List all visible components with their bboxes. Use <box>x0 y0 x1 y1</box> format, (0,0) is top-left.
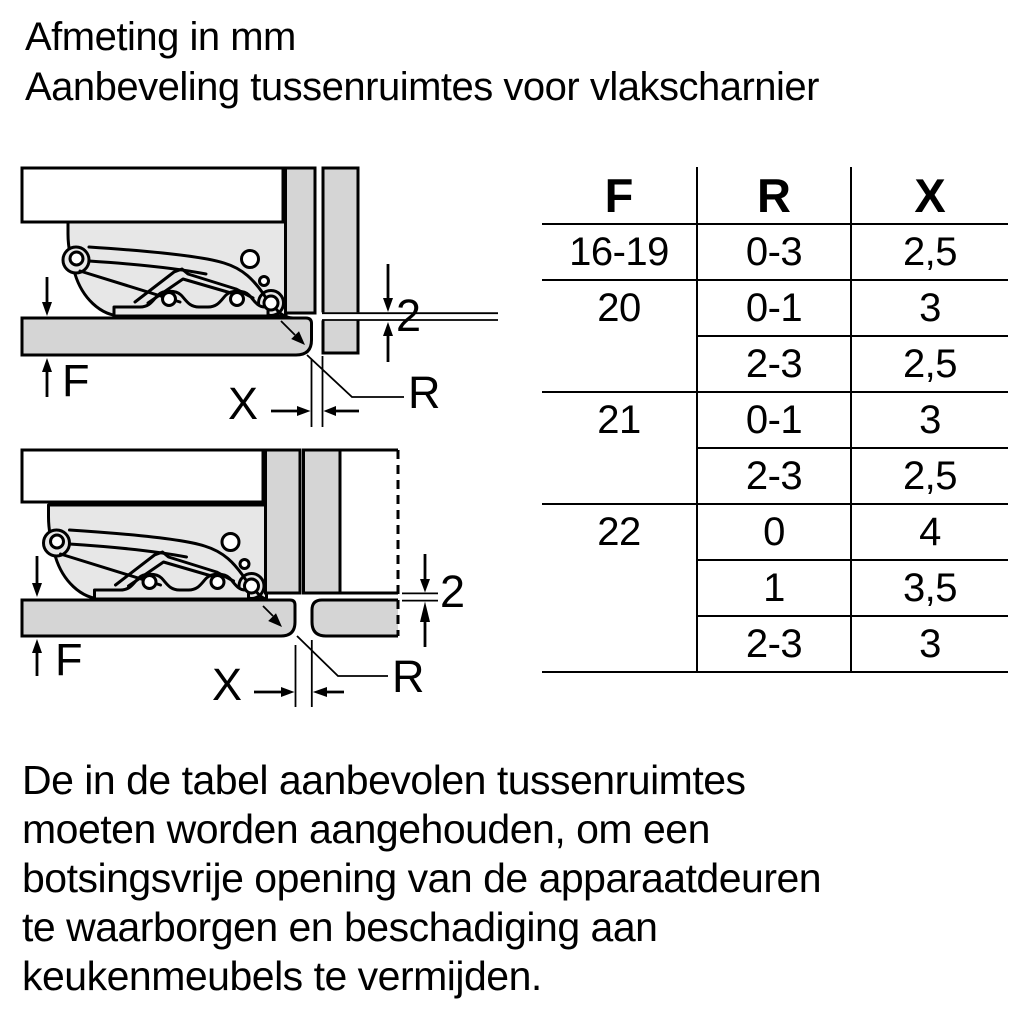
table-row <box>542 504 1008 560</box>
body-line: keukenmeubels te vermijden. <box>22 953 542 999</box>
body-line: moeten worden aangehouden, om een <box>22 806 710 852</box>
furniture-panel-outer <box>323 168 358 353</box>
body-line: te waarborgen en beschadiging aan <box>22 904 658 950</box>
dimension-x <box>212 640 344 710</box>
cell-r: 1 <box>697 560 851 616</box>
hinge-diagram-top <box>0 145 520 435</box>
hinge-assembly <box>44 505 274 601</box>
label-gap: 2 <box>396 290 422 341</box>
cell-r: 0 <box>697 504 851 560</box>
spacing-table <box>542 167 1008 673</box>
table-row <box>542 224 1008 280</box>
label-gap: 2 <box>440 566 466 617</box>
furniture-panel-inner <box>286 168 316 313</box>
table-header-x: X <box>851 167 1008 224</box>
cell-r: 0-1 <box>697 280 851 336</box>
table-header-row <box>542 167 1008 224</box>
cell-x: 4 <box>851 504 1008 560</box>
table-row <box>542 280 1008 336</box>
table-row <box>542 392 1008 448</box>
appliance-body <box>22 168 283 222</box>
label-x: X <box>212 659 243 710</box>
cell-f: 20 <box>542 280 697 392</box>
cell-x: 3 <box>851 280 1008 336</box>
appliance-body <box>22 450 263 502</box>
hinge-assembly <box>63 222 293 318</box>
dimension-x <box>228 356 359 429</box>
adjacent-furniture-door <box>312 600 398 636</box>
cell-f: 21 <box>542 392 697 504</box>
cell-r: 0-3 <box>697 224 851 280</box>
cell-r: 0-1 <box>697 392 851 448</box>
cell-f: 22 <box>542 504 697 672</box>
title-line-1: Afmeting in mm <box>25 15 296 59</box>
cell-x: 3 <box>851 616 1008 672</box>
cell-x: 2,5 <box>851 224 1008 280</box>
title-line-2: Aanbeveling tussenruimtes voor vlakscharnier <box>25 65 819 109</box>
furniture-door <box>22 600 295 636</box>
page-title <box>25 12 819 112</box>
label-r: R <box>408 367 441 418</box>
cell-f: 16-19 <box>542 224 697 280</box>
label-x: X <box>228 378 259 429</box>
cell-r: 2-3 <box>697 448 851 504</box>
cell-x: 2,5 <box>851 336 1008 392</box>
body-paragraph <box>22 756 821 1001</box>
dimension-gap <box>402 554 465 647</box>
cell-x: 3 <box>851 392 1008 448</box>
cell-x: 2,5 <box>851 448 1008 504</box>
furniture-door <box>22 318 312 355</box>
label-r: R <box>392 651 425 702</box>
cell-r: 2-3 <box>697 616 851 672</box>
hinge-diagram-bottom <box>0 430 520 720</box>
cell-r: 2-3 <box>697 336 851 392</box>
body-line: De in de tabel aanbevolen tussenruimtes <box>22 757 746 803</box>
label-f: F <box>55 634 83 685</box>
table-header-r: R <box>697 167 851 224</box>
table-header-f: F <box>542 167 697 224</box>
furniture-panel-inner <box>266 450 301 593</box>
furniture-panel-outer <box>304 450 341 593</box>
cell-x: 3,5 <box>851 560 1008 616</box>
label-f: F <box>62 355 90 406</box>
body-line: botsingsvrije opening van de apparaatdeuren <box>22 855 822 901</box>
